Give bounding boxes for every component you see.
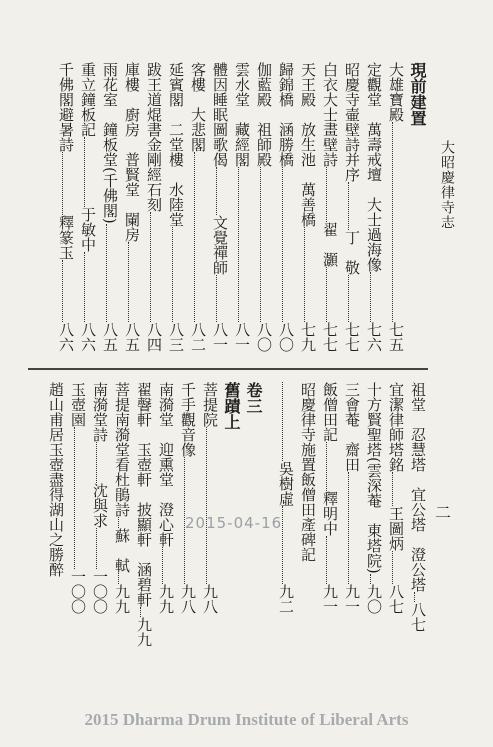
- toc-entry-page: 八五: [123, 322, 141, 352]
- leader-dots: [413, 592, 415, 602]
- toc-entry-page: 九九: [135, 617, 153, 647]
- leader-dots: [105, 224, 107, 322]
- toc-entry-title: 雲水堂 藏經閣: [233, 62, 251, 167]
- toc-entry-title: 祖堂 忍慧塔 宜公塔 澄公塔: [409, 382, 427, 592]
- toc-entry: [173, 382, 195, 614]
- toc-entry-author: 吳樹虛: [277, 460, 295, 506]
- leader-dots: [281, 167, 283, 322]
- toc-entry: [293, 382, 315, 614]
- toc-entry-page: 八一: [211, 322, 229, 352]
- toc-entry: [403, 382, 427, 632]
- toc-entry-page: 九八: [179, 584, 197, 614]
- leader-dots: [215, 275, 217, 323]
- toc-entry-page: 八〇: [255, 322, 273, 352]
- leader-dots: [61, 260, 63, 323]
- toc-entry-page: 九〇: [365, 584, 383, 614]
- toc-entry: [381, 382, 403, 614]
- toc-entry-title: 客樓 大悲閣: [189, 62, 207, 152]
- leader-dots: [149, 212, 151, 322]
- folio-number: 二: [434, 503, 451, 522]
- toc-entry: [161, 62, 183, 352]
- watermark: 2015 Dharma Drum Institute of Liberal Arts: [84, 710, 409, 729]
- leader-dots: [205, 427, 207, 584]
- upper-contents-block: [30, 62, 425, 362]
- toc-entry-page: 九二: [277, 584, 295, 614]
- leader-dots: [325, 267, 327, 322]
- toc-entry-page: 八四: [145, 322, 163, 352]
- section-heading: 舊蹟上: [222, 382, 241, 430]
- toc-entry-title: 昭慶寺壷壁詩并序: [343, 62, 361, 182]
- leader-dots: [215, 167, 217, 215]
- toc-entry: [139, 62, 161, 352]
- toc-entry: [293, 62, 315, 352]
- toc-entry-title: 昭慶律寺施置飯僧田產碑記: [299, 382, 317, 562]
- leader-dots: [61, 152, 63, 215]
- leader-dots: [139, 607, 141, 617]
- leader-dots: [83, 137, 85, 207]
- toc-entry: [205, 62, 227, 352]
- toc-entry-title: 庫樓 廚房 普賢堂 䦨房: [123, 62, 141, 242]
- leader-dots: [193, 152, 195, 322]
- leader-dots: [95, 528, 97, 569]
- toc-entry-title: 延賓閣 二堂樓 水陸堂: [167, 62, 185, 227]
- toc-entry-page: 七七: [343, 322, 361, 352]
- toc-entry-title: 跋王道焜書金剛經石刻: [145, 62, 163, 212]
- toc-entry-page: 九九: [157, 584, 175, 614]
- toc-entry: [41, 382, 63, 614]
- toc-entry-page: 七九: [299, 322, 317, 352]
- toc-entry-page: 一〇〇: [69, 569, 87, 614]
- section-heading: 現前建置: [408, 62, 427, 126]
- leader-dots: [391, 551, 393, 585]
- leader-dots: [391, 472, 393, 506]
- leader-dots: [281, 382, 283, 461]
- toc-entry: [151, 382, 173, 614]
- leader-dots: [73, 427, 75, 569]
- toc-entry-author: 丁 敬: [343, 229, 361, 275]
- leader-dots: [369, 574, 371, 584]
- leader-dots: [325, 536, 327, 585]
- leader-dots: [325, 442, 327, 491]
- leader-dots: [391, 122, 393, 322]
- toc-entry: [183, 62, 205, 352]
- toc-entry-page: 八七: [409, 602, 427, 632]
- toc-entry-title: 翟韾軒 玉壺軒 披顯軒 涵碧軒: [135, 382, 153, 607]
- toc-entry: [95, 62, 117, 352]
- toc-entry-title: 千手觀音像: [179, 382, 197, 457]
- toc-entry-page: 七六: [365, 322, 383, 352]
- toc-entry-author: 王圖炳: [387, 505, 405, 551]
- toc-entry-title: 重立鐘板記: [79, 62, 97, 137]
- toc-entry-title: 南漪堂詩: [91, 382, 109, 442]
- divider-rule: [28, 368, 428, 370]
- toc-entry-page: 八二: [189, 322, 207, 352]
- toc-entry-page: 九九: [113, 584, 131, 614]
- toc-entry: [227, 62, 249, 352]
- leader-dots: [347, 275, 349, 323]
- toc-entry-title: 菩提南漪堂看杜鵑詩: [113, 382, 131, 517]
- toc-entry: [271, 382, 293, 614]
- toc-entry-page: 九八: [201, 584, 219, 614]
- toc-entry-author: 文覺禪師: [211, 214, 229, 275]
- column-gap: [261, 382, 271, 614]
- toc-entry: [359, 62, 381, 352]
- toc-entry-title: 菩提院: [201, 382, 219, 427]
- toc-entry-page: 八三: [167, 322, 185, 352]
- toc-entry-page: 九一: [343, 584, 361, 614]
- toc-entry-title: 伽藍殿 祖師殿: [255, 62, 273, 167]
- toc-entry-page: 八六: [79, 322, 97, 352]
- toc-entry: [315, 62, 337, 352]
- toc-entry-page: 一〇〇: [91, 569, 109, 614]
- toc-entry-title: 飯僧田記: [321, 382, 339, 442]
- toc-entry: [271, 62, 293, 352]
- toc-entry-author: 沈與求: [91, 483, 109, 528]
- leader-dots: [237, 167, 239, 322]
- juan-heading: 卷三: [244, 382, 263, 414]
- date-stamp: 2015-04-16: [185, 514, 283, 532]
- leader-dots: [161, 547, 163, 584]
- toc-entry-page: 九一: [321, 584, 339, 614]
- toc-entry-title: 體因睡眠圖歌偈: [211, 62, 229, 167]
- toc-entry: [63, 382, 85, 614]
- toc-entry-title: 南漪堂 迎熏堂 澄心軒: [157, 382, 175, 547]
- toc-entry-title: 白衣大士畫壁詩: [321, 62, 339, 167]
- toc-entry-author: 釋明中: [321, 490, 339, 536]
- leader-dots: [303, 227, 305, 322]
- toc-entry: [337, 382, 359, 614]
- toc-entry: [195, 382, 217, 614]
- toc-entry-page: 八七: [387, 584, 405, 614]
- leader-dots: [259, 167, 261, 322]
- toc-entry-title: 歸錦橋 涵勝橋: [277, 62, 295, 167]
- toc-entry: [381, 62, 403, 352]
- leader-dots: [171, 227, 173, 322]
- toc-entry: [85, 382, 107, 614]
- toc-entry-title: 雨花室 鐘板堂(千佛閣): [101, 62, 119, 224]
- leader-dots: [347, 182, 349, 230]
- leader-dots: [83, 252, 85, 322]
- toc-entry: [107, 382, 129, 614]
- lower-contents-block: [30, 382, 427, 647]
- toc-entry-author: 于敏中: [79, 207, 97, 252]
- toc-entry: [117, 62, 139, 352]
- leader-dots: [117, 573, 119, 584]
- toc-entry: [73, 62, 95, 352]
- toc-entry: [51, 62, 73, 352]
- toc-entry-page: 七七: [321, 322, 339, 352]
- toc-entry-title: 三會菴 齋田: [343, 382, 361, 472]
- leader-dots: [117, 517, 119, 528]
- leader-dots: [95, 442, 97, 483]
- toc-entry-author: 蘇 軾: [113, 528, 131, 573]
- toc-entry-author: 翟 灝: [321, 222, 339, 267]
- toc-entry-page: 八六: [57, 322, 75, 352]
- toc-entry-title: 十方賢聖塔(雲深菴 東塔院): [365, 382, 383, 574]
- toc-entry-title: 玉壺園: [69, 382, 87, 427]
- toc-entry: [359, 382, 381, 614]
- toc-entry-title: 天王殿 放生池 萬善橋: [299, 62, 317, 227]
- toc-entry: [129, 382, 153, 647]
- toc-entry-page: 八五: [101, 322, 119, 352]
- toc-entry-title: 大雄寶殿: [387, 62, 405, 122]
- toc-entry-title: 宜潔律師塔銘: [387, 382, 405, 472]
- leader-dots: [369, 272, 371, 322]
- toc-entry: [315, 382, 337, 614]
- toc-entry-title: 千佛閣避暑詩: [57, 62, 75, 152]
- toc-entry-title: 趙山甫居玉壺盡得湖山之勝醉: [47, 382, 65, 577]
- toc-entry-page: 八〇: [277, 322, 295, 352]
- toc-entry-page: 八一: [233, 322, 251, 352]
- toc-entry-title: 定觀堂 萬壽戒壇 大士過海像: [365, 62, 383, 272]
- leader-dots: [347, 472, 349, 584]
- toc-entry: [337, 62, 359, 352]
- leader-dots: [127, 242, 129, 322]
- running-head: 大昭慶律寺志: [439, 140, 455, 230]
- toc-entry-author: 釋篆玉: [57, 214, 75, 260]
- toc-entry: [249, 62, 271, 352]
- toc-entry-page: 七五: [387, 322, 405, 352]
- leader-dots: [325, 167, 327, 222]
